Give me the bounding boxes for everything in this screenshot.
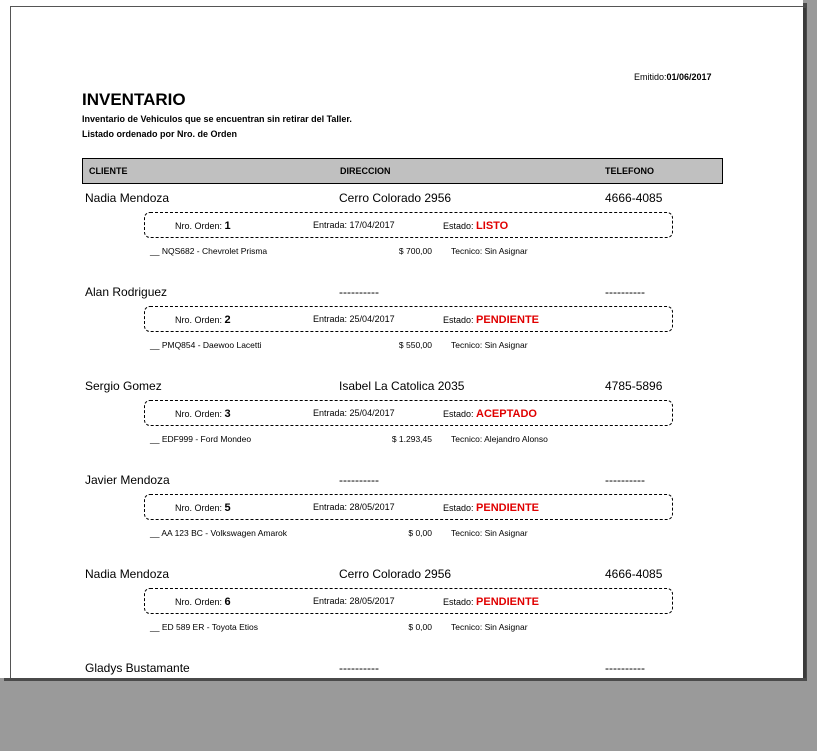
order-box xyxy=(144,306,673,332)
technician-field xyxy=(451,528,528,538)
col-header-cliente: CLIENTE xyxy=(89,166,128,176)
technician-label: Tecnico: xyxy=(451,246,483,256)
technician-value: Sin Asignar xyxy=(484,340,528,350)
technician-field xyxy=(451,246,528,256)
inventory-entry xyxy=(0,661,803,751)
order-number-field xyxy=(175,220,231,232)
status-field xyxy=(443,314,539,326)
report-order-note: Listado ordenado por Nro. de Orden xyxy=(82,129,238,139)
order-box xyxy=(144,588,673,614)
client-name: Gladys Bustamante xyxy=(85,661,190,675)
status-badge: PENDIENTE xyxy=(476,596,540,608)
order-number-value: 3 xyxy=(224,408,231,420)
order-number-field xyxy=(175,408,231,420)
order-number-label: Nro. Orden: xyxy=(175,597,223,607)
order-price: $ 1.293,45 xyxy=(391,434,432,444)
status-field xyxy=(443,220,508,232)
order-price: $ 0,00 xyxy=(408,622,432,632)
order-number-value: 1 xyxy=(224,220,231,232)
vehicle-info: __ ED 589 ER - Toyota Etios xyxy=(150,622,259,632)
emitido-value: 01/06/2017 xyxy=(666,72,712,82)
order-number-label: Nro. Orden: xyxy=(175,221,223,231)
order-number-value: 5 xyxy=(224,502,231,514)
order-number-field xyxy=(175,502,231,514)
status-field xyxy=(443,596,539,608)
order-number-value: 2 xyxy=(224,314,231,326)
page-border-top xyxy=(10,6,803,7)
vehicle-info: __ EDF999 - Ford Mondeo xyxy=(150,434,252,444)
client-address: Cerro Colorado 2956 xyxy=(339,567,452,581)
client-address: ---------- xyxy=(339,661,379,675)
technician-value: Sin Asignar xyxy=(484,246,528,256)
technician-field xyxy=(451,340,528,350)
entry-date-value: 17/04/2017 xyxy=(349,220,395,230)
client-phone: ---------- xyxy=(605,661,645,675)
entry-date-field xyxy=(313,596,395,606)
col-header-telefono: TELEFONO xyxy=(605,166,654,176)
inventory-entry xyxy=(0,285,803,375)
status-label: Estado: xyxy=(443,409,474,419)
column-header-bar xyxy=(82,158,723,184)
technician-field xyxy=(451,622,528,632)
vehicle-info: __ NQS682 - Chevrolet Prisma xyxy=(150,246,268,256)
entry-date-field xyxy=(313,502,395,512)
entry-date-field xyxy=(313,408,395,418)
order-box xyxy=(144,400,673,426)
emitido-label: Emitido: xyxy=(634,72,667,82)
client-name: Nadia Mendoza xyxy=(85,567,170,581)
client-address: ---------- xyxy=(339,473,379,487)
status-badge: PENDIENTE xyxy=(476,314,540,326)
vehicle-info: __ AA 123 BC - Volkswagen Amarok xyxy=(150,528,288,538)
entry-date-field xyxy=(313,220,395,230)
inventory-entry xyxy=(0,473,803,563)
entry-date-value: 28/05/2017 xyxy=(349,502,395,512)
status-label: Estado: xyxy=(443,503,474,513)
order-price: $ 700,00 xyxy=(398,246,432,256)
client-address: ---------- xyxy=(339,285,379,299)
client-name: Javier Mendoza xyxy=(85,473,170,487)
order-number-label: Nro. Orden: xyxy=(175,315,223,325)
status-badge: PENDIENTE xyxy=(476,502,540,514)
report-title: INVENTARIO xyxy=(82,90,186,109)
entry-date-field xyxy=(313,314,395,324)
entry-date-label: Entrada: xyxy=(313,220,348,230)
client-phone: 4666-4085 xyxy=(605,567,663,581)
entry-date-label: Entrada: xyxy=(313,502,348,512)
entry-date-value: 28/05/2017 xyxy=(349,596,395,606)
client-name: Nadia Mendoza xyxy=(85,191,170,205)
client-name: Sergio Gomez xyxy=(85,379,162,393)
order-box xyxy=(144,494,673,520)
client-address: Cerro Colorado 2956 xyxy=(339,191,452,205)
status-badge: ACEPTADO xyxy=(476,408,537,420)
client-phone: 4785-5896 xyxy=(605,379,663,393)
order-number-label: Nro. Orden: xyxy=(175,409,223,419)
status-field xyxy=(443,408,537,420)
order-number-field xyxy=(175,314,231,326)
entry-date-label: Entrada: xyxy=(313,596,348,606)
technician-value: Sin Asignar xyxy=(484,528,528,538)
technician-value: Alejandro Alonso xyxy=(484,434,548,444)
status-badge: LISTO xyxy=(476,220,509,232)
inventory-entry xyxy=(0,191,803,281)
technician-field xyxy=(451,434,548,444)
col-header-direccion: DIRECCION xyxy=(340,166,391,176)
order-number-value: 6 xyxy=(224,596,231,608)
client-phone: 4666-4085 xyxy=(605,191,663,205)
order-number-label: Nro. Orden: xyxy=(175,503,223,513)
emission-date xyxy=(634,72,712,82)
entry-date-label: Entrada: xyxy=(313,314,348,324)
inventory-entry xyxy=(0,379,803,469)
order-price: $ 550,00 xyxy=(398,340,432,350)
technician-label: Tecnico: xyxy=(451,340,483,350)
page-shadow xyxy=(803,8,806,678)
inventory-entry xyxy=(0,567,803,657)
order-number-field xyxy=(175,596,231,608)
client-phone: ---------- xyxy=(605,473,645,487)
client-phone: ---------- xyxy=(605,285,645,299)
vehicle-info: __ PMQ854 - Daewoo Lacetti xyxy=(150,340,262,350)
order-price: $ 0,00 xyxy=(408,528,432,538)
technician-value: Sin Asignar xyxy=(484,622,528,632)
status-label: Estado: xyxy=(443,315,474,325)
status-label: Estado: xyxy=(443,597,474,607)
entry-date-value: 25/04/2017 xyxy=(349,314,395,324)
client-name: Alan Rodriguez xyxy=(85,285,168,299)
client-address: Isabel La Catolica 2035 xyxy=(339,379,465,393)
technician-label: Tecnico: xyxy=(451,528,483,538)
technician-label: Tecnico: xyxy=(451,622,483,632)
report-subtitle: Inventario de Vehiculos que se encuentran sin retirar del Taller. xyxy=(82,114,352,124)
entry-date-value: 25/04/2017 xyxy=(349,408,395,418)
status-field xyxy=(443,502,539,514)
status-label: Estado: xyxy=(443,221,474,231)
technician-label: Tecnico: xyxy=(451,434,483,444)
entry-date-label: Entrada: xyxy=(313,408,348,418)
order-box xyxy=(144,212,673,238)
